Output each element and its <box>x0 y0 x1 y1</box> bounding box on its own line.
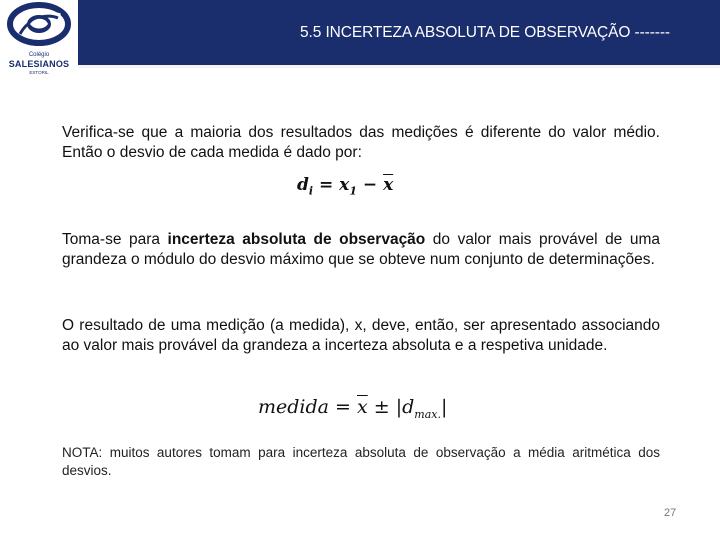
paragraph-definition-start: Toma-se para <box>62 231 168 248</box>
logo <box>0 0 78 80</box>
logo-name: SALESIANOS <box>8 59 70 69</box>
logo-tagline: ESTORIL <box>29 70 49 75</box>
formula-measure-lhs: medida <box>258 396 329 418</box>
formula-deviation <box>297 175 393 197</box>
paragraph-result: O resultado de uma medição (a medida), x, deve, então, ser apresentado associando ao valor mais provável da grandeza a incerteza absoluta e a respetiva unidade. <box>62 317 660 354</box>
formula-deviation-mean: $\overline{x}$ <box>383 175 394 195</box>
paragraph-intro: Verifica-se que a maioria dos resultados das medições é diferente do valor médio. Então o desvio de cada medida é dado por: <box>62 124 660 161</box>
formula-measure-d: d <box>402 396 415 418</box>
logo-subtitle: Colégio <box>28 52 50 58</box>
slide-title: 5.5 INCERTEZA ABSOLUTA DE OBSERVAÇÃO ------- <box>300 24 670 41</box>
formula-deviation-minus: − <box>356 175 384 195</box>
formula-measure-d-sub: max. <box>414 407 441 421</box>
page-number: 27 <box>664 507 677 519</box>
formula-deviation-lhs-sub: i <box>308 184 314 198</box>
formula-measure-bar-open: | <box>395 396 403 418</box>
formula-deviation-lhs: d <box>297 175 309 195</box>
paragraph-definition <box>62 230 660 270</box>
formula-measure-mean: $\overline{x}$ <box>357 396 368 418</box>
formula-deviation-eq: = <box>313 175 340 195</box>
note-text: NOTA: muitos autores tomam para incerteza absoluta de observação a média aritmética dos desvios. <box>62 445 660 478</box>
formula-measure-pm: ± <box>367 396 396 418</box>
formula-measure-bar-close: | <box>441 396 448 418</box>
formula-measure <box>258 396 447 421</box>
formula-deviation-x: x <box>339 175 350 195</box>
paragraph-definition-end: do valor mais provável de uma grandeza o módulo do desvio máximo que se obteve num conjunto de determinações. <box>62 231 660 268</box>
formula-measure-eq: = <box>329 396 357 418</box>
formula-deviation-x-sub: 1 <box>349 184 357 198</box>
salesianos-logo-icon <box>6 2 72 52</box>
paragraph-definition-bold: incerteza absoluta de observação <box>167 231 426 248</box>
